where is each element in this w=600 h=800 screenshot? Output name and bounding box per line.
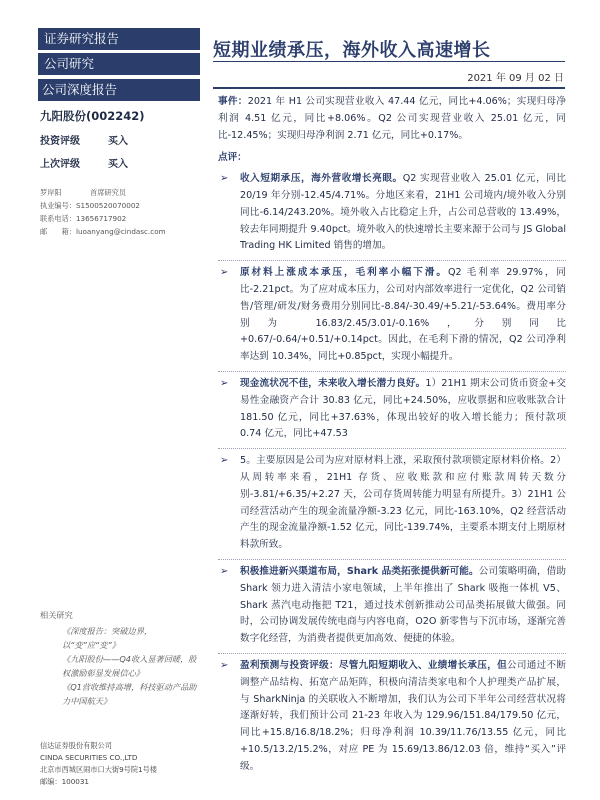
stock-name: 九阳股份(002242) [40, 109, 145, 123]
analyst-name: 罗岸阳 [40, 188, 62, 197]
category-label: 公司研究 [38, 53, 200, 75]
arrow-bullet-icon: ➢ [220, 377, 229, 389]
license-value: S1500520070002 [75, 201, 140, 210]
arrow-bullet-icon: ➢ [220, 565, 229, 577]
arrow-bullet-icon: ➢ [220, 455, 229, 467]
item-text: 公司通过不断调整产品结构、拓宽产品矩阵，积极向清洁类家电和个人护理类产品扩展，与 SharkNinja 的关联收入不断增加，我们认为公司下半年公司经营状况将逐渐好转，我们预计公司 21-23 年收入为 129.96/151.84/179.50 亿元，同比+15.8/16.8/18.2%；归母净利润 10.39/11.76/13.55 亿元，同比+10.5/13.2/15.2%，对应 PE 为 15.69/13.86/12.03 倍，维持“买入”评级。 [240, 659, 567, 772]
item-text: 公司策略明确，借助 Shark 领力进入清洁小家电领域，上半年推出了 Shark 吸拖一体机 V5、Shark 蒸汽电动拖把 T21，通过技术创新推动公司品类拓展做大做强。同时，公司协调发展传统电商与内容电商，O2O 新零售与下沉市场，逐渐完善数字化经营，为消费者提供更加高效、便捷的体验。 [240, 565, 566, 645]
item-text: Q2 毛利率 29.97%，同比-2.21pct。为了应对成本压力，公司对内部效率进行一定优化，Q2 公司销售/管理/研发/财务费用分别同比-8.84/-30.49/+5.21/-53.64%。费用率分别为 16.83/2.45/3.01/-0.16%，分别同比+0.67/-0.64/+0.51/+0.14pct。因此，在毛利下滑的情况，Q2 公司净利率达到 10.34%，同比+0.85pct，实现小幅提升。 [240, 267, 566, 363]
prev-rating-value: 买入 [108, 159, 128, 170]
previous-rating [38, 155, 200, 170]
phone-value: 13656717902 [75, 214, 127, 223]
related-item[interactable]: 《九阳股份——Q4收入显著回暖，股权激励彰显发展信心》 [62, 654, 197, 678]
company-footer [40, 740, 198, 788]
rating-label: 投资评级 [40, 136, 80, 147]
review-label: 点评： [218, 152, 247, 164]
related-item[interactable]: 《深度报告：突破边界，以“变”应“变”》 [62, 626, 153, 650]
divider [218, 371, 566, 372]
divider [218, 653, 566, 654]
report-subtype-label: 公司深度报告 [38, 79, 200, 101]
analyst-role: 首席研究员 [90, 188, 126, 197]
list-item [218, 171, 566, 255]
item-heading: 积极推进新兴渠道布局，Shark 品类拓张提供新可能。 [240, 565, 479, 577]
date-divider [213, 87, 565, 89]
footer-address: 北京市西城区闹市口大街9号院1号楼 [40, 765, 157, 774]
related-title: 相关研究 [40, 610, 73, 620]
phone-label: 联系电话： [40, 214, 76, 223]
investment-rating [38, 132, 200, 147]
event-label: 事件： [218, 96, 248, 107]
item-text: 5。主要原因是公司为应对原材料上涨，采取预付款项锁定原材料价格。2）从周转率来看，21H1 存货、应收账款和应付账款周转天数分别-3.81/+6.35/+2.27 天，公司存货周转能力明显有所提升。3）21H1 公司经营活动产生的现金流量净额-3.23 亿元，同比-163.10%，Q2 经营活动产生的现金流量净额-1.52 亿元，同比-139.74%，主要系本期支付上期原材料款所致。 [240, 455, 566, 551]
list-item [218, 453, 566, 554]
list-item [218, 376, 566, 443]
arrow-bullet-icon: ➢ [220, 173, 229, 185]
email-link[interactable]: luoanyang@cindasc.com [75, 227, 166, 236]
analyst-info [38, 186, 200, 238]
footer-company-en: CINDA SECURITIES CO.,LTD [40, 753, 138, 762]
arrow-bullet-icon: ➢ [220, 267, 229, 279]
item-text: Q2 实现营业收入 25.01 亿元，同比 20/19 年分别-12.45/4.71%。分地区来看，21H1 公司境内/境外收入分别同比-6.14/243.20%。境外收入占比稳定上升，占公司总营收的 13.49%，较去年同期提升 9.40pct。境外收入的快速增长主要来源于公司与 JS Global Trading HK Limited 销售的增加。 [240, 173, 566, 252]
report-type-label: 证券研究报告 [38, 28, 200, 50]
rating-value: 买入 [108, 136, 128, 147]
report-body [218, 94, 566, 775]
divider [218, 559, 566, 560]
footer-postcode: 邮编：100031 [40, 777, 90, 786]
related-research [40, 608, 198, 708]
divider [218, 260, 566, 261]
email-label: 邮 箱： [40, 227, 76, 236]
list-item [218, 265, 566, 366]
item-heading: 现金流状况不佳，未来收入增长潜力良好。 [240, 377, 426, 389]
item-heading: 盈利预测与投资评级：尽管九阳短期收入、业绩增长承压，但 [240, 659, 507, 671]
item-heading: 原材料上涨成本承压，毛利率小幅下滑。 [240, 267, 448, 279]
report-title: 短期业绩承压，海外收入高速增长 [213, 40, 491, 61]
prev-rating-label: 上次评级 [40, 159, 80, 170]
event-paragraph [218, 94, 566, 144]
list-item [218, 564, 566, 648]
license-label: 执业编号： [40, 201, 76, 210]
item-heading: 收入短期承压，海外营收增长亮眼。 [240, 173, 403, 185]
related-item[interactable]: 《Q1营收维持高增，科技驱动产品助力中国航天》 [62, 682, 197, 706]
list-item [218, 658, 566, 776]
event-text: 2021 年 H1 公司实现营业收入 47.44 亿元，同比+4.06%；实现归母净利润 4.51 亿元，同比+8.06%。Q2 公司实现营业收入 25.01 亿元，同比-12.45%；实现归母净利润 2.71 亿元，同比+0.17%。 [218, 96, 566, 141]
report-date: 2021 年 09 月 02 日 [467, 73, 564, 84]
footer-company: 信达证券股份有限公司 [40, 741, 112, 750]
divider [218, 448, 566, 449]
title-divider [213, 61, 565, 62]
sidebar [38, 28, 200, 798]
item-text: 1）21H1 期末公司货币资金+交易性金融资产合计 30.83 亿元，同比+24.50%，应收票据和应收账款合计 181.50 亿元，同比+37.63%，体现出较好的收入增长能力；预付款项 0.74 亿元，同比+47.53 [240, 377, 567, 440]
arrow-bullet-icon: ➢ [220, 659, 229, 671]
